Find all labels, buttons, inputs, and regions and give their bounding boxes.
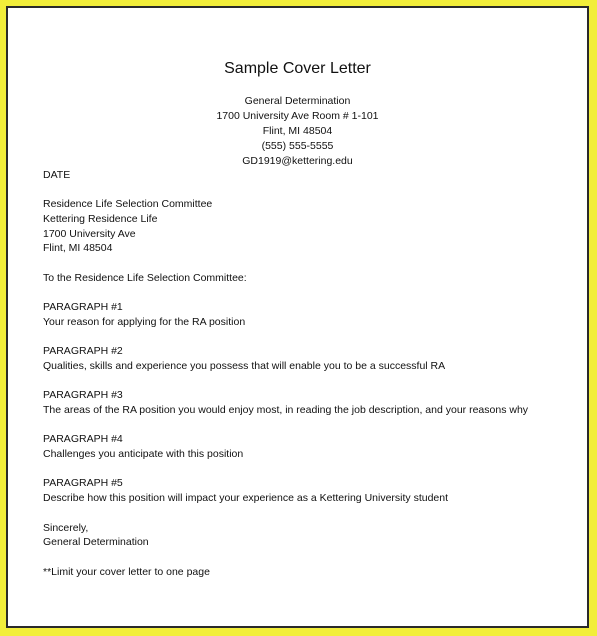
paragraph-text: The areas of the RA position you would enjoy most, in reading the job description, and your reasons why (43, 404, 529, 416)
recipient-line: Kettering Residence Life (43, 213, 158, 226)
paragraph-heading: PARAGRAPH #1 (43, 301, 123, 314)
paragraph-5 (43, 476, 583, 505)
salutation: To the Residence Life Selection Committee: (43, 271, 247, 284)
paragraph-1 (43, 300, 583, 329)
sender-phone: (555) 555-5555 (261, 140, 334, 152)
paragraph-heading: PARAGRAPH #2 (43, 345, 123, 358)
letter-title: Sample Cover Letter (224, 60, 371, 77)
recipient-block (43, 197, 583, 256)
paragraph-text: Challenges you anticipate with this position (43, 448, 244, 461)
paragraph-4 (43, 432, 583, 461)
paragraph-heading: PARAGRAPH #5 (43, 477, 123, 490)
document-frame (6, 6, 589, 628)
signature: General Determination (43, 536, 149, 549)
sender-name: General Determination (244, 95, 351, 107)
cover-letter (8, 8, 587, 626)
recipient-line: 1700 University Ave (43, 227, 136, 240)
paragraph-text: Describe how this position will impact your experience as a Kettering University student (43, 492, 449, 505)
paragraph-heading: PARAGRAPH #3 (43, 389, 123, 402)
paragraph-text: Qualities, skills and experience you possess that will enable you to be a successful RA (43, 359, 446, 372)
date-line: DATE (43, 169, 71, 181)
recipient-line: Residence Life Selection Committee (43, 198, 213, 211)
recipient-line: Flint, MI 48504 (43, 242, 113, 255)
footnote: **Limit your cover letter to one page (43, 565, 210, 578)
paragraph-heading: PARAGRAPH #4 (43, 433, 123, 446)
sender-email: GD1919@kettering.edu (242, 155, 353, 167)
paragraph-2 (43, 344, 583, 373)
sender-street: 1700 University Ave Room # 1-101 (216, 110, 379, 122)
letter-body (43, 168, 583, 579)
closing: Sincerely, (43, 521, 89, 534)
paragraph-text: Your reason for applying for the RA position (43, 315, 246, 328)
sender-block (8, 94, 587, 169)
sender-city: Flint, MI 48504 (262, 125, 333, 137)
paragraph-3 (43, 388, 583, 417)
